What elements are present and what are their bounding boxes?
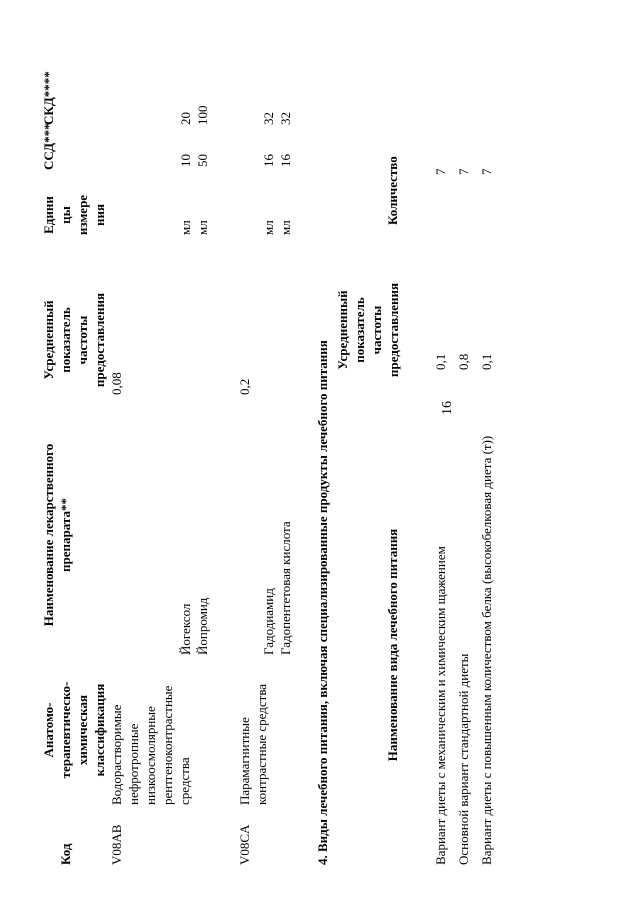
header-atc-line: Анатомо- — [41, 702, 56, 758]
drug-name: Йогексол — [178, 603, 193, 655]
group-code: V08CA — [237, 824, 252, 865]
header-nutrition-quantity: Количество — [385, 156, 400, 225]
group-atc-line: нефротропные — [126, 723, 141, 805]
header-units-line: цы — [58, 206, 73, 224]
header-frequency-line: частоты — [75, 315, 90, 365]
header-skd: СКД**** — [41, 71, 56, 125]
nutrition-row-quantity: 7 — [479, 168, 494, 175]
drug-skd: 32 — [261, 112, 276, 125]
drug-name: Гадодиамид — [261, 588, 276, 655]
header-frequency-line: предоставления — [92, 292, 107, 388]
drug-unit: мл — [261, 220, 276, 235]
header-nutrition-frequency — [334, 275, 402, 385]
group-frequency: 0,08 — [109, 372, 124, 395]
drug-skd: 20 — [178, 112, 193, 125]
header-units-line: измере — [75, 194, 90, 236]
header-drug-name — [40, 415, 74, 655]
header-atc-line: терапевтическо- — [58, 681, 73, 779]
drug-unit: мл — [195, 220, 210, 235]
group-atc — [236, 684, 270, 805]
header-nutrition-name: Наименование вида лечебного питания — [385, 528, 400, 762]
group-atc-line: средства — [177, 757, 192, 805]
header-drug-name-line: препарата** — [58, 498, 73, 572]
group-atc — [108, 686, 193, 805]
drug-ssd: 10 — [178, 154, 193, 167]
drug-skd: 100 — [195, 105, 210, 125]
nutrition-row-frequency: 0,8 — [456, 353, 471, 370]
nutrition-row-name: Вариант диеты с повышенным количеством белка (высокобелковая диета (т)) — [479, 435, 494, 865]
drug-skd: 32 — [278, 112, 293, 125]
nutrition-row-frequency: 0,1 — [479, 353, 494, 370]
page-number: 16 — [440, 401, 455, 415]
drug-ssd: 16 — [278, 154, 293, 167]
drug-ssd: 50 — [195, 154, 210, 167]
group-atc-line: Водорастворимые — [109, 704, 124, 805]
header-ssd: ССД*** — [41, 123, 56, 170]
section-heading: 4. Виды лечебного питания, включая специализированные продукты лечебного питания — [315, 340, 330, 865]
nutrition-row-name: Вариант диеты с механическим и химическим щажением — [433, 546, 448, 865]
drug-unit: мл — [278, 220, 293, 235]
nutrition-row-quantity: 7 — [456, 168, 471, 175]
header-units-line: Едини — [41, 196, 56, 234]
group-atc-line: рентгеноконтрастные — [160, 685, 175, 805]
group-atc-line: низкоосмолярные — [143, 706, 158, 805]
group-code: V08AB — [109, 824, 124, 865]
nutrition-row-quantity: 7 — [433, 168, 448, 175]
drug-ssd: 16 — [261, 154, 276, 167]
header-code: Код — [58, 843, 73, 865]
header-atc-line: классификация — [92, 683, 107, 777]
header-frequency — [40, 285, 108, 395]
nutrition-row-frequency: 0,1 — [433, 353, 448, 370]
header-frequency-line: Усредненный — [41, 300, 56, 380]
header-units-line: ния — [92, 204, 107, 227]
header-atc — [40, 655, 108, 805]
nutrition-row-name: Основной вариант стандартной диеты — [456, 653, 471, 865]
drug-name: Гадопентетовая кислота — [278, 521, 293, 655]
header-nutrition-frequency-line: Усредненный — [335, 290, 350, 370]
group-atc-line: Парамагнитные — [237, 717, 252, 805]
header-units — [40, 185, 108, 245]
group-atc-line: контрастные средства — [254, 683, 269, 805]
group-frequency: 0,2 — [237, 378, 252, 395]
header-drug-name-line: Наименование лекарственного — [41, 443, 56, 627]
header-atc-line: химическая — [75, 694, 90, 766]
header-frequency-line: показатель — [58, 307, 73, 373]
drug-unit: мл — [178, 220, 193, 235]
header-nutrition-frequency-line: предоставления — [386, 282, 401, 378]
header-nutrition-frequency-line: частоты — [369, 305, 384, 355]
rotated-page — [40, 65, 600, 865]
drug-name: Йопромид — [195, 597, 210, 655]
header-nutrition-frequency-line: показатель — [352, 297, 367, 363]
